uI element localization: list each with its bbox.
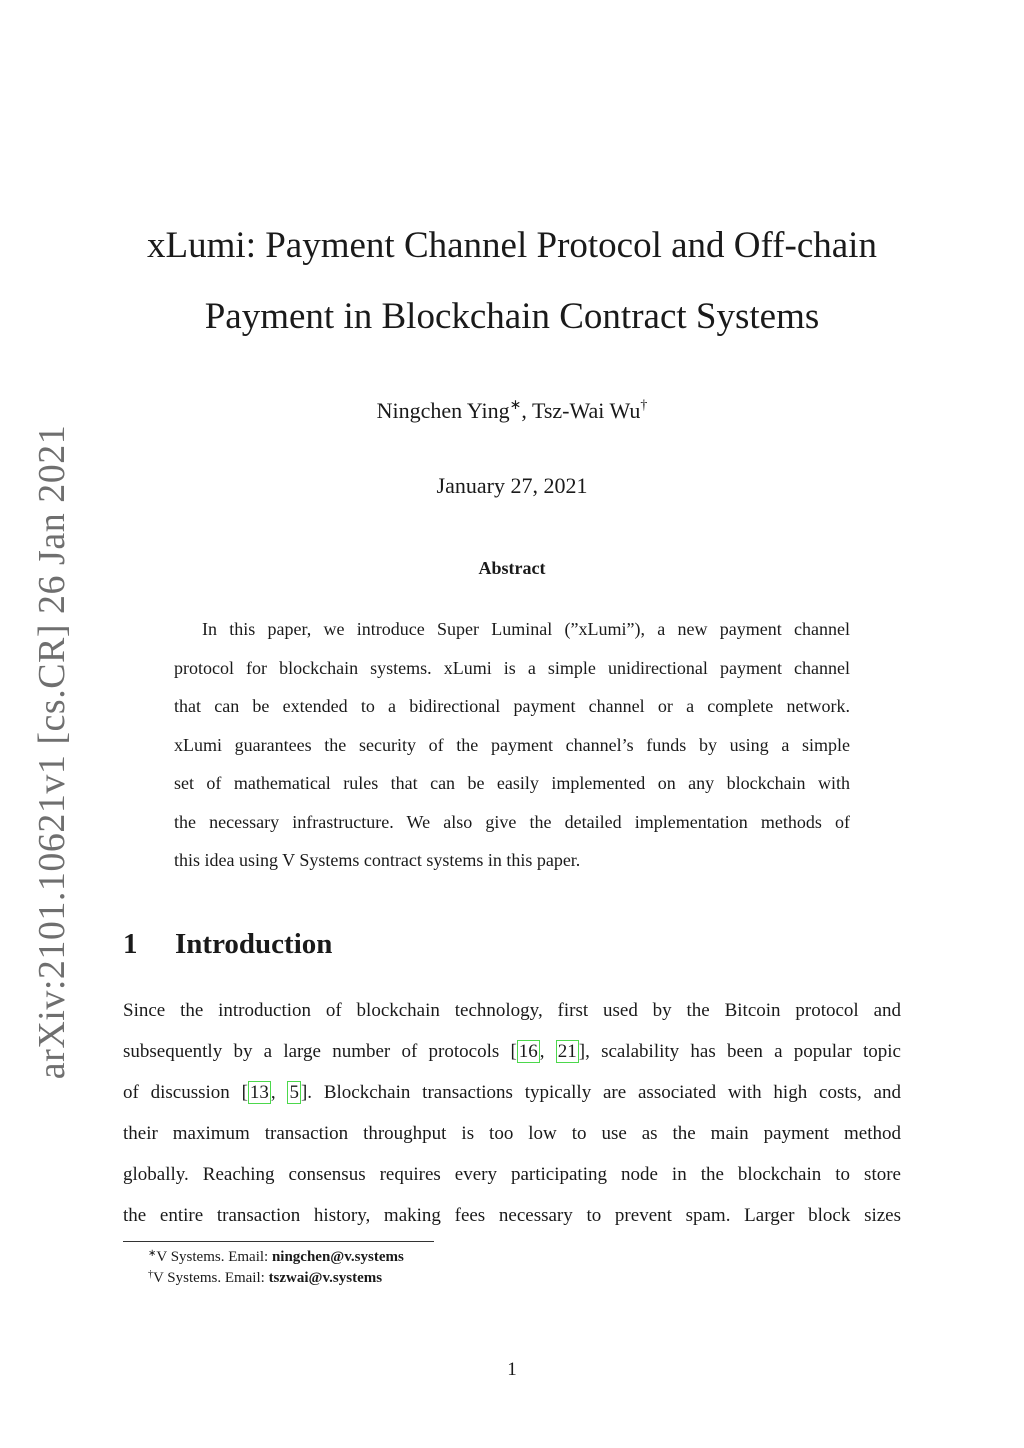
page-number: 1 [507,1359,517,1380]
body-line: globally. Reaching consensus requires every participating node in the blockchain to store [123,1164,901,1185]
abstract-line: the necessary infrastructure. We also give the detailed implementation methods of [174,811,850,832]
abstract-line: this idea using V Systems contract systems in this paper. [174,850,581,870]
body-line: Since the introduction of blockchain technology, first used by the Bitcoin protocol and [123,1000,901,1021]
author-name: Tsz-Wai Wu [531,398,641,423]
paper-title-line-2: Payment in Blockchain Contract Systems [204,296,820,337]
citation-link[interactable]: 13 [249,1082,269,1103]
section-number: 1 [123,928,138,960]
abstract-line: that can be extended to a bidirectional payment channel or a complete network. [174,696,850,716]
citation-link[interactable]: 5 [289,1082,299,1103]
citation-link[interactable]: 21 [557,1041,577,1062]
abstract-line: set of mathematical rules that can be easily implemented on any blockchain with [174,773,850,793]
footnote: ∗V Systems. Email: ningchen@v.systems [148,1248,404,1265]
section-title: Introduction [175,928,333,960]
author-name: Ningchen Ying [376,398,510,423]
footnote-mark[interactable]: † [640,398,648,413]
arxiv-identifier: arXiv:2101.10621v1 [cs.CR] 26 Jan 2021 [31,424,73,1080]
footnotes [148,1243,404,1285]
abstract-body [174,610,850,880]
section-heading [123,928,332,961]
paper-title-line-1: xLumi: Payment Channel Protocol and Off-chain [147,225,877,266]
publication-date: January 27, 2021 [436,473,588,498]
footnote-mark[interactable]: ∗ [509,398,522,413]
footnote: †V Systems. Email: tszwai@v.systems [148,1269,383,1286]
abstract-line: In this paper, we introduce Super Luminal (”xLumi”), a new payment channel [202,619,850,639]
body-line: of discussion [ 13 , 5 ]. Blockchain transactions typically are associated with high costs, and [123,1082,901,1103]
body-line: their maximum transaction throughput is too low to use as the main payment method [123,1123,901,1144]
abstract-line: protocol for blockchain systems. xLumi is a simple unidirectional payment channel [174,657,850,678]
author-separator: , [521,398,532,423]
abstract-heading: Abstract [478,558,546,578]
email-link[interactable]: ningchen@v.systems [271,1249,404,1265]
section-body [123,996,901,1242]
citation-link[interactable]: 16 [518,1041,538,1062]
abstract-line: xLumi guarantees the security of the payment channel’s funds by using a simple [174,734,850,755]
footnote-divider [123,1241,434,1242]
email-link[interactable]: tszwai@v.systems [268,1270,383,1286]
author-list [0,397,1024,424]
body-line: the entire transaction history, making fees necessary to prevent spam. Larger block sizes [123,1205,901,1226]
body-line: subsequently by a large number of protocols [ 16 , 21 ], scalability has been a popular topic [123,1041,901,1062]
